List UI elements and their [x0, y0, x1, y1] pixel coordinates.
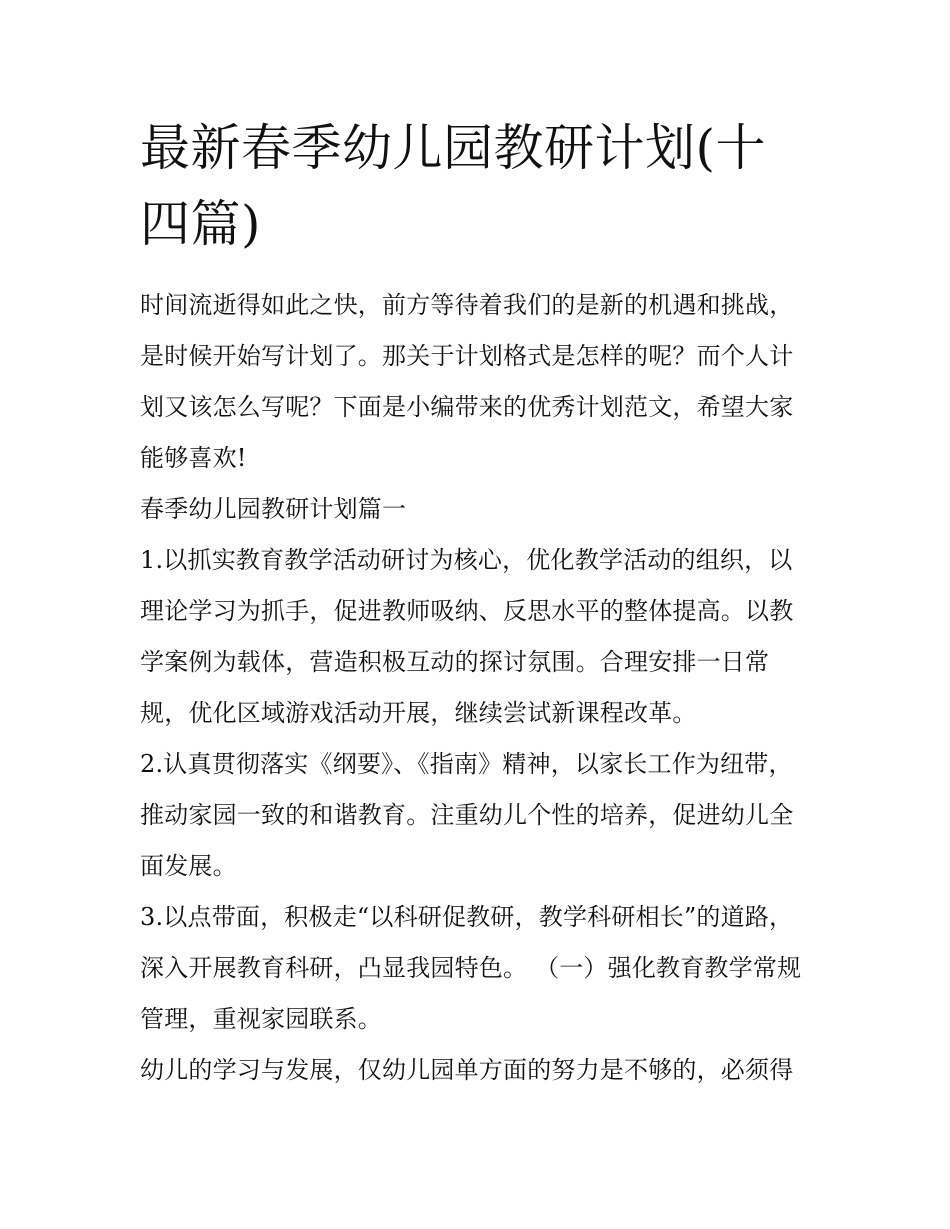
plan-item-3: 3.以点带面，积极走“以科研促教研，教学科研相长”的道路，深入开展教育科研，凸显我园特色。 （一）强化教育教学常规管理，重视家园联系。 [140, 903, 802, 1033]
intro-paragraph: 时间流逝得如此之快，前方等待着我们的是新的机遇和挑战，是时候开始写计划了。那关于计划格式是怎样的呢？而个人计划又该怎么写呢？下面是小编带来的优秀计划范文，希望大家能够喜欢! [140, 291, 794, 472]
continuation-paragraph: 幼儿的学习与发展，仅幼儿园单方面的努力是不够的，必须得 [140, 1056, 794, 1084]
document-page [140, 110, 815, 1096]
section-heading: 春季幼儿园教研计划篇一 [140, 495, 407, 523]
plan-item-2: 2.认真贯彻落实《纲要》、《指南》精神，以家长工作为纽带，推动家园一致的和谐教育。注重幼儿个性的培养，促进幼儿全面发展。 [140, 750, 794, 880]
document-title: 最新春季幼儿园教研计划(十四篇) [140, 119, 767, 253]
plan-item-1: 1.以抓实教育教学活动研讨为核心，优化教学活动的组织，以理论学习为抓手，促进教师吸纳、反思水平的整体提高。以教学案例为载体，营造积极互动的探讨氛围。合理安排一日常规，优化区域游戏活动开展，继续尝试新课程改革。 [140, 546, 794, 727]
